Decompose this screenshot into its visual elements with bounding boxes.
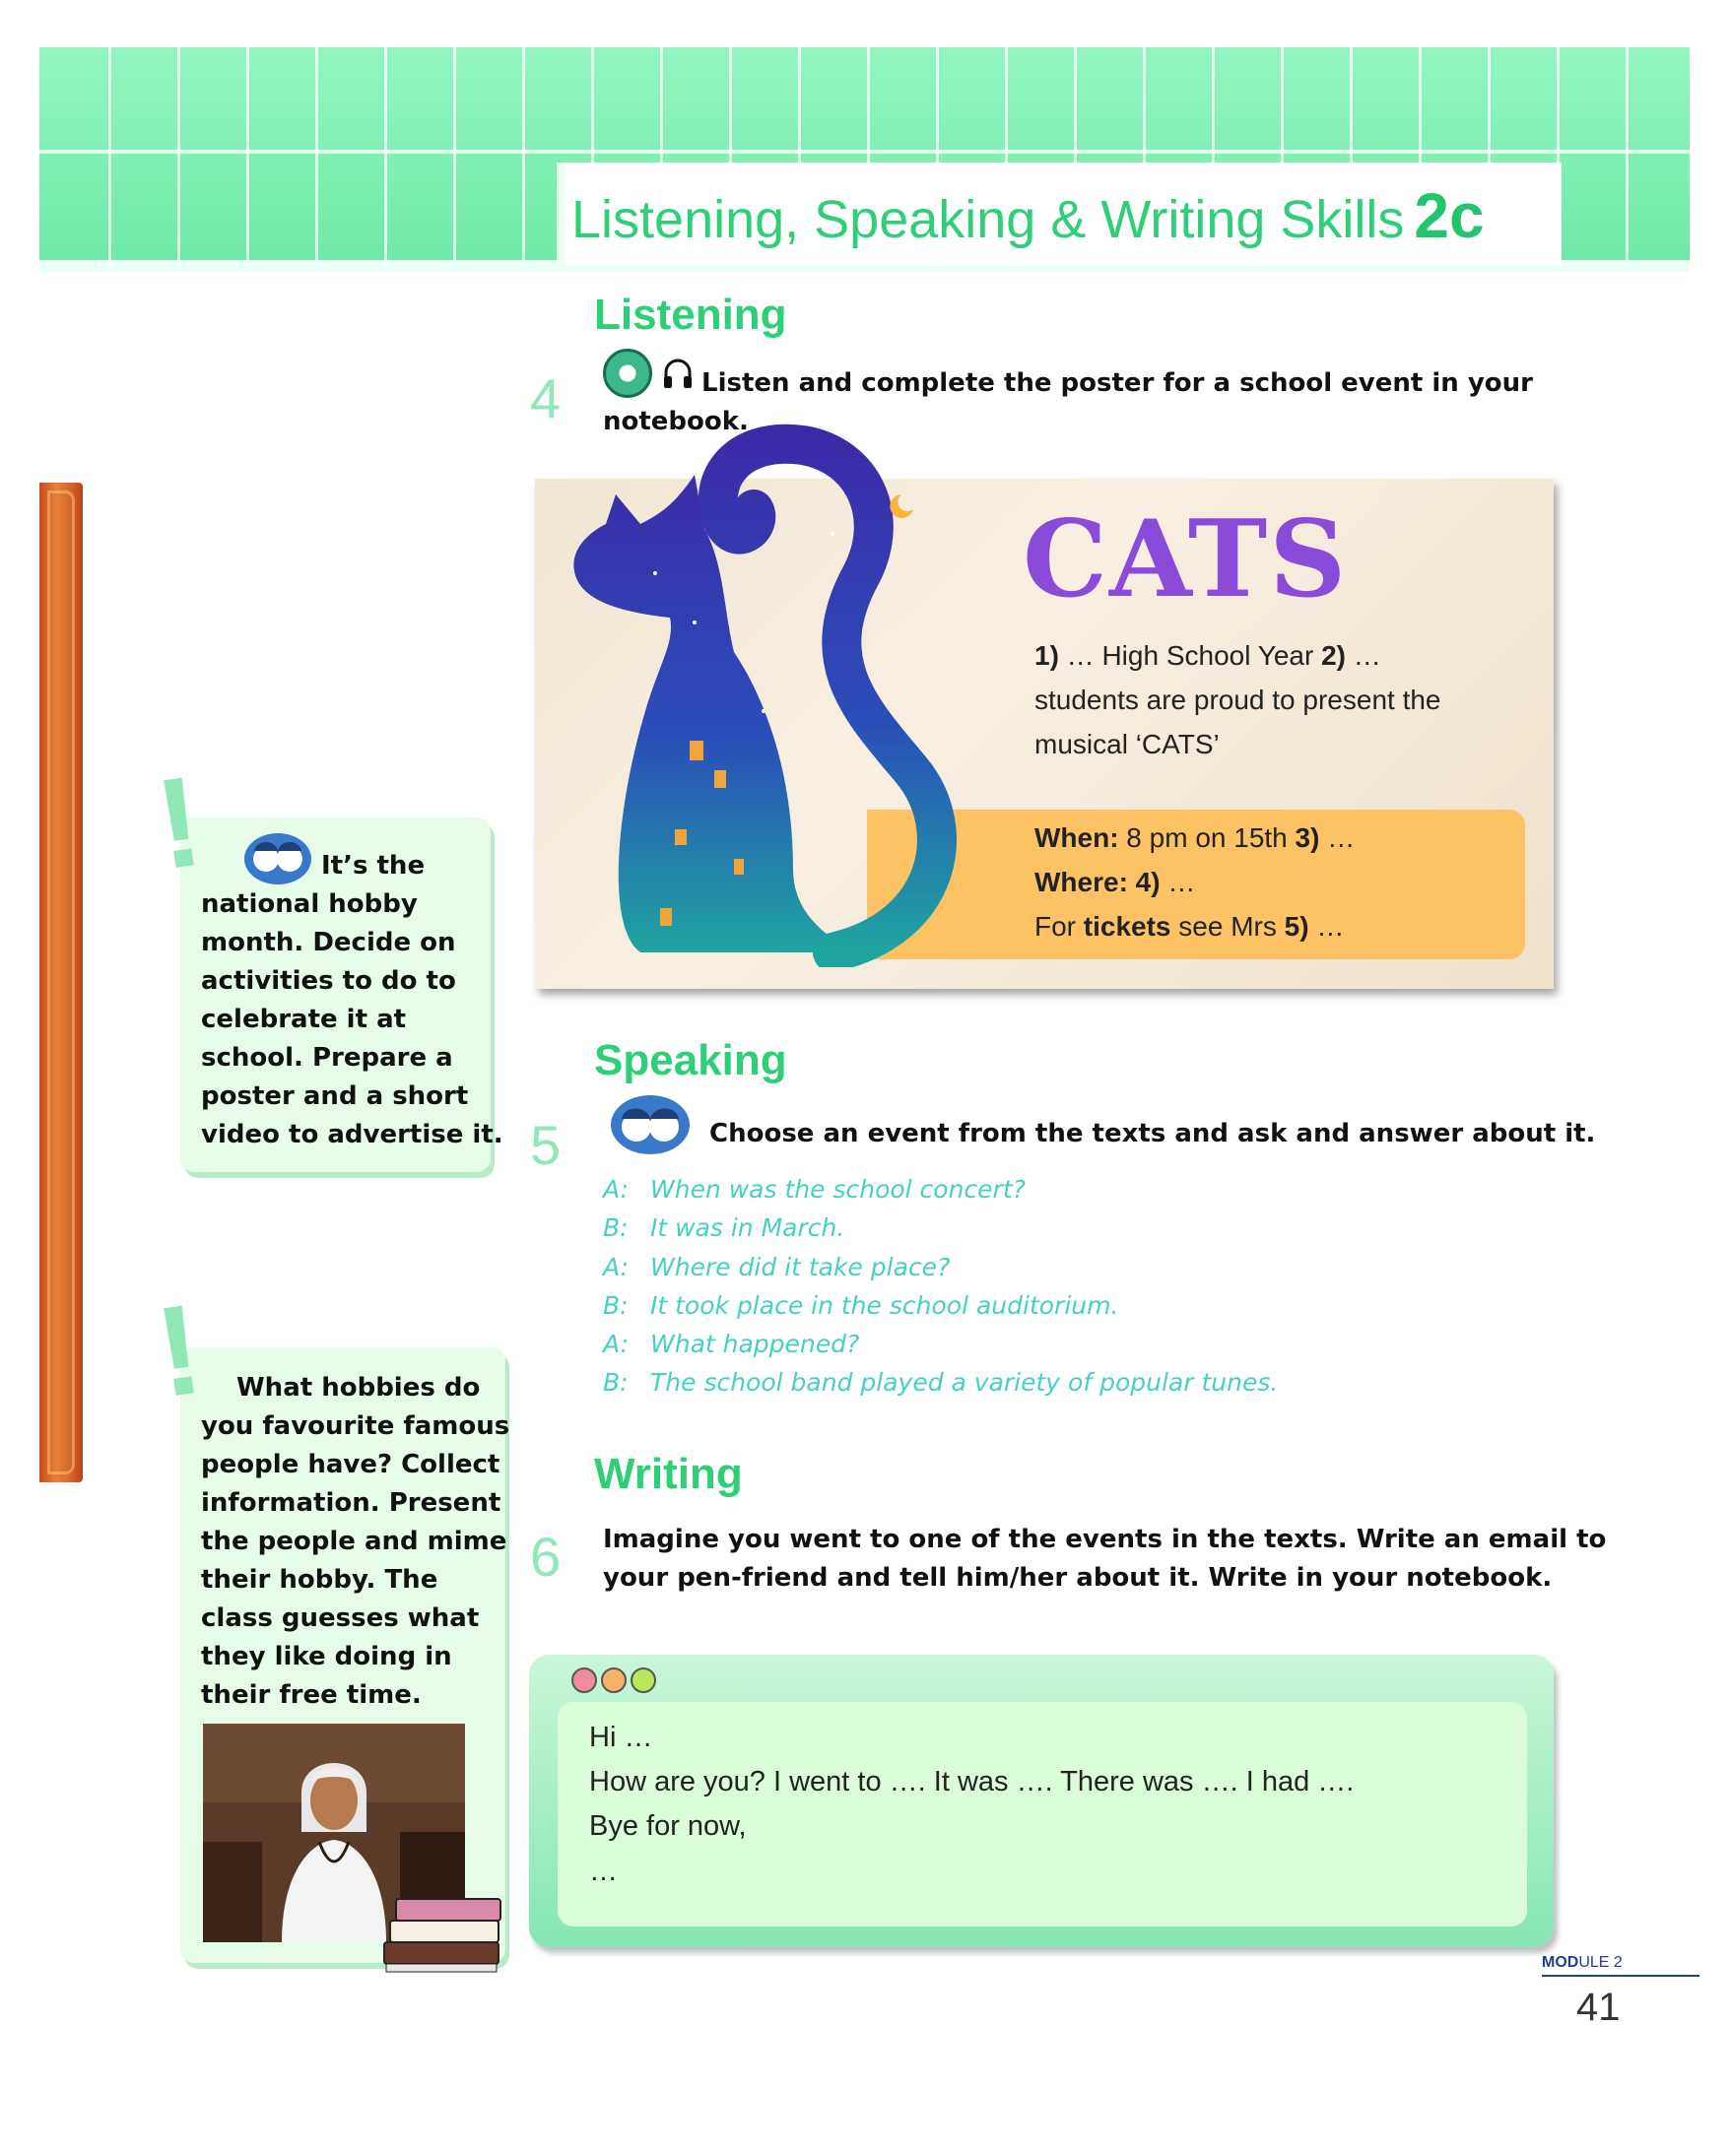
poster-line-3: musical ‘CATS’ xyxy=(1034,729,1220,759)
audio-cd-icon[interactable] xyxy=(603,349,652,398)
page-title: Listening, Speaking & Writing Skills 2c xyxy=(571,180,1485,251)
dialogue-line: B: It was in March. xyxy=(603,1213,845,1243)
dialogue-line: B: It took place in the school auditorium. xyxy=(603,1290,1119,1320)
poster-when: When: 8 pm on 15th 3) … xyxy=(1034,822,1356,853)
side-decor-strip xyxy=(39,483,83,1482)
writing-heading: Writing xyxy=(594,1450,743,1498)
email-line-2: How are you? I went to …. It was …. There was …. I had …. xyxy=(589,1766,1355,1797)
listening-heading: Listening xyxy=(594,291,787,339)
email-line-3: Bye for now, xyxy=(589,1810,747,1842)
exercise-5-number: 5 xyxy=(530,1114,562,1176)
exclamation-icon: ! xyxy=(148,748,211,897)
window-dot-red-icon xyxy=(571,1667,597,1693)
poster-title: CATS xyxy=(1023,497,1349,621)
dialogue-line: B: The school band played a variety of popular tunes. xyxy=(603,1368,1279,1398)
poster-line-2: students are proud to present the xyxy=(1034,685,1441,715)
headphones-icon xyxy=(662,357,694,392)
exercise-5-instruction: Choose an event from the texts and ask and answer about it. xyxy=(709,1119,1596,1148)
pair-work-icon xyxy=(609,1093,692,1156)
email-line-1: Hi … xyxy=(589,1722,653,1753)
exclamation-icon: ! xyxy=(148,1275,211,1425)
exercise-6-instruction-line1: Imagine you went to one of the events in the texts. Write an email to xyxy=(603,1525,1607,1554)
callout-1-text: It’s the national hobby month. Decide on activities to do to celebrate it at school. Prepare a poster and a short video to advertise it. xyxy=(201,851,503,1149)
module-label: MODULE 2 xyxy=(1542,1954,1623,1971)
exercise-4-number: 4 xyxy=(530,367,562,429)
window-dot-orange-icon xyxy=(601,1667,627,1693)
poster-where: Where: 4) … xyxy=(1034,867,1196,897)
exercise-6-instruction-line2: your pen-friend and tell him/her about it. Write in your notebook. xyxy=(603,1563,1553,1593)
unit-code: 2c xyxy=(1414,180,1485,251)
poster-tickets: For tickets see Mrs 5) … xyxy=(1034,911,1345,942)
poster-line-1: 1) … High School Year 2) … xyxy=(1034,640,1381,671)
exercise-6-number: 6 xyxy=(530,1526,562,1588)
exercise-4-instruction-line1: Listen and complete the poster for a school event in your xyxy=(701,368,1533,398)
email-line-4: … xyxy=(589,1856,618,1887)
dialogue-line: A: Where did it take place? xyxy=(603,1252,951,1281)
model-dialogue xyxy=(603,1175,1293,1407)
module-rule xyxy=(1542,1975,1699,1977)
page-number: 41 xyxy=(1576,1986,1621,2029)
books-icon xyxy=(378,1887,516,1976)
dialogue-line: A: When was the school concert? xyxy=(603,1175,1026,1204)
speaking-heading: Speaking xyxy=(594,1036,787,1084)
exercise-4-instruction-line2: notebook. xyxy=(603,407,749,436)
cat-silhouette-illustration xyxy=(566,416,980,967)
dialogue-line: A: What happened? xyxy=(603,1330,860,1359)
window-dot-green-icon xyxy=(631,1667,656,1693)
callout-2-text: What hobbies do you favourite famous people have? Collect information. Present the people and mime their hobby. The class guesses what they like doing in their free time. xyxy=(201,1373,510,1710)
